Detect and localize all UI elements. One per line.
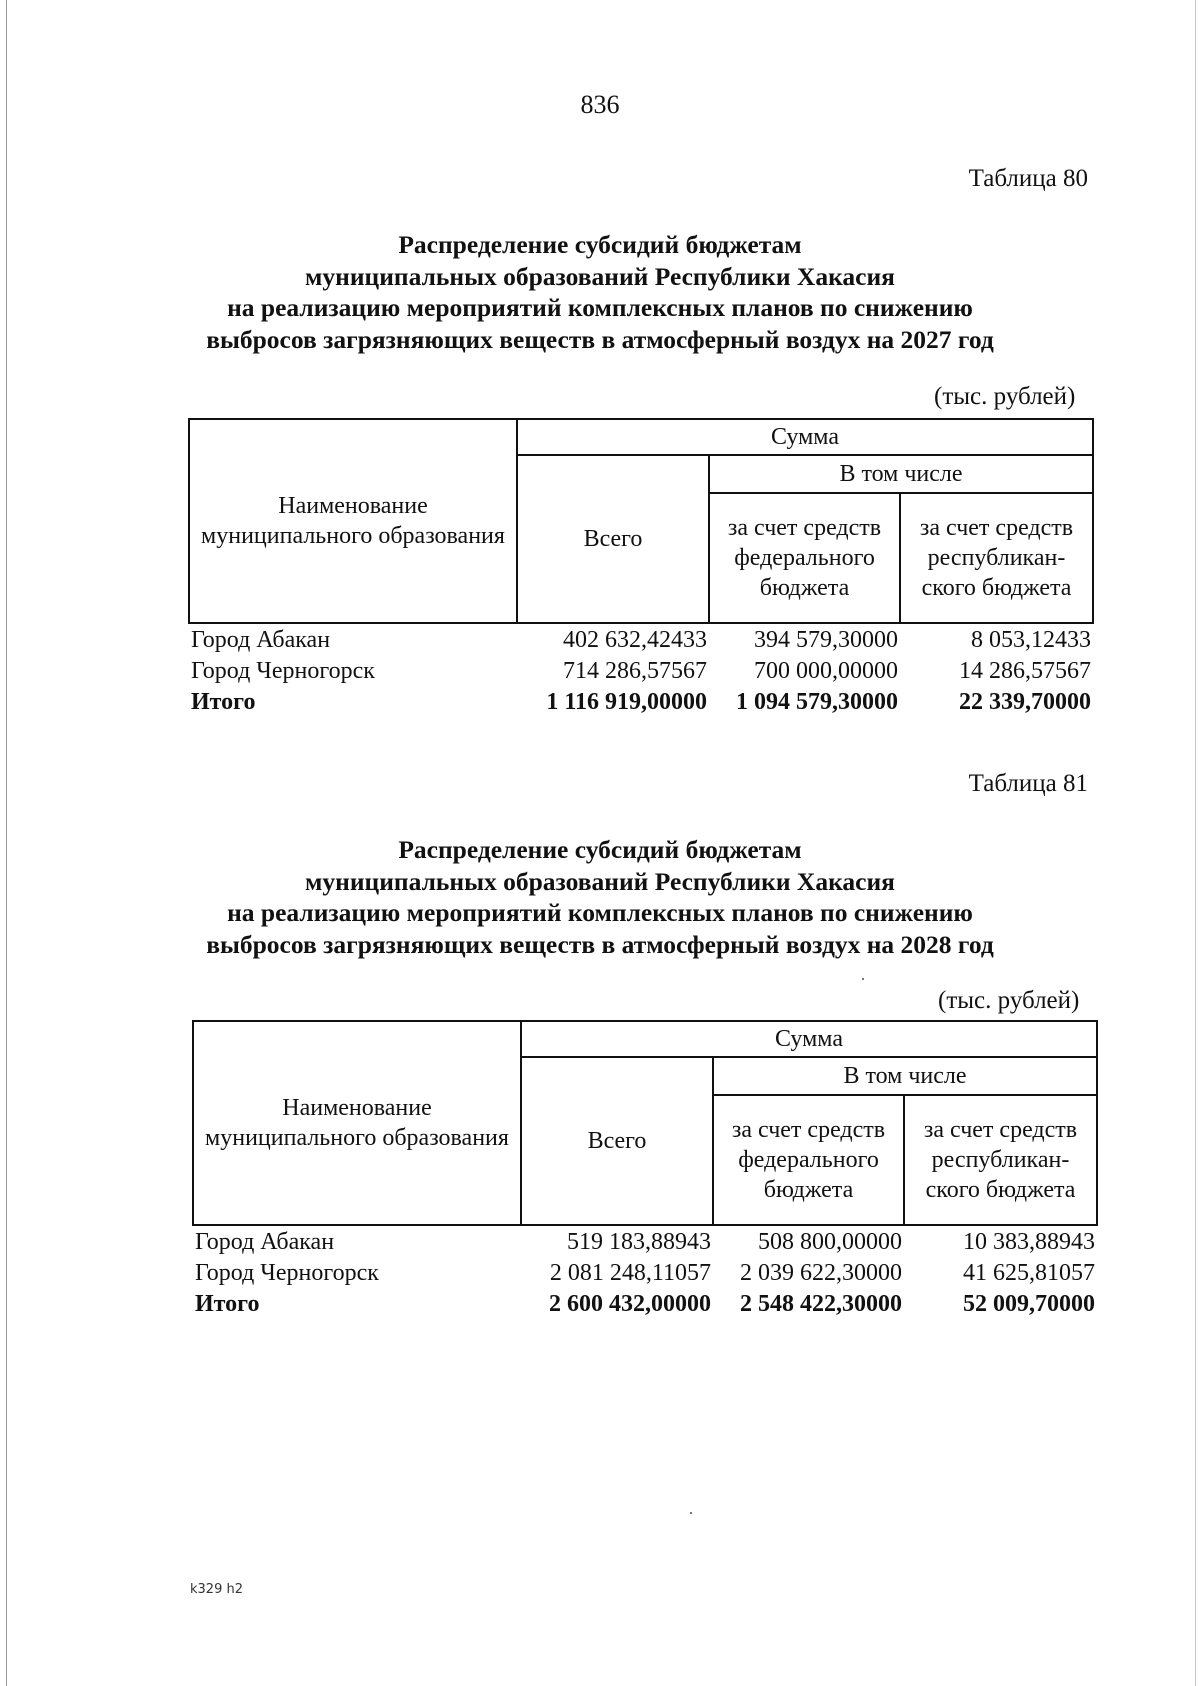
scan-speck <box>690 1512 692 1514</box>
table-row <box>193 1225 1097 1257</box>
table-label: Таблица 80 <box>968 165 1088 192</box>
header-sum: Сумма <box>521 1021 1097 1057</box>
heading-line: Распределение субсидий бюджетам <box>398 835 802 864</box>
row-name: Город Черногорск <box>191 657 375 684</box>
header-sum: Сумма <box>517 419 1093 455</box>
header-name: Наименование муниципального образования <box>193 1021 521 1225</box>
row-republic: 10 383,88943 <box>963 1228 1096 1255</box>
table-label: Таблица 81 <box>968 770 1088 797</box>
page-number: 836 <box>580 90 620 119</box>
heading-line: муниципальных образований Республики Хакасия <box>305 261 895 291</box>
header-federal: за счет средств федерального бюджета <box>713 1095 904 1225</box>
table-heading <box>140 229 1060 355</box>
row-republic: 52 009,70000 <box>963 1290 1096 1317</box>
row-name: Итого <box>195 1290 260 1317</box>
row-republic: 8 053,12433 <box>971 626 1092 653</box>
header-including: В том числе <box>709 455 1093 493</box>
heading-line: выбросов загрязняющих веществ в атмосферный воздух на 2027 год <box>206 324 994 354</box>
row-name: Город Абакан <box>195 1228 335 1255</box>
header-total: Всего <box>517 455 709 623</box>
table-row <box>193 1257 1097 1288</box>
row-total: 2 600 432,00000 <box>549 1290 711 1317</box>
header-name: Наименование муниципального образования <box>189 419 517 623</box>
row-name: Итого <box>191 688 256 715</box>
header-federal: за счет средств федерального бюджета <box>709 493 900 623</box>
table-row-total <box>193 1288 1097 1319</box>
table-row <box>189 623 1093 655</box>
data-table <box>192 1020 1098 1319</box>
unit-label: (тыс. рублей) <box>934 383 1076 410</box>
heading-line: на реализацию мероприятий комплексных планов по снижению <box>227 898 973 927</box>
row-republic: 22 339,70000 <box>959 688 1092 715</box>
table-row-total <box>189 686 1093 717</box>
row-total: 2 081 248,11057 <box>549 1259 711 1286</box>
row-federal: 508 800,00000 <box>758 1228 902 1255</box>
header-republic: за счет средств республикан-ского бюджета <box>900 493 1093 623</box>
row-federal: 394 579,30000 <box>754 626 898 653</box>
row-total: 519 183,88943 <box>567 1228 711 1255</box>
row-total: 1 116 919,00000 <box>546 688 707 715</box>
table-row <box>189 655 1093 686</box>
heading-line: Распределение субсидий бюджетам <box>398 230 802 259</box>
data-table <box>188 418 1094 717</box>
row-total: 714 286,57567 <box>563 657 707 684</box>
row-federal: 700 000,00000 <box>754 657 898 684</box>
header-including: В том числе <box>713 1057 1097 1095</box>
heading-line: выбросов загрязняющих веществ в атмосферный воздух на 2028 год <box>206 929 994 959</box>
scan-edge <box>1195 0 1196 1686</box>
table-heading <box>140 834 1060 960</box>
row-name: Город Черногорск <box>195 1259 379 1286</box>
scan-speck <box>862 978 864 980</box>
scan-edge <box>6 0 7 1686</box>
header-republic: за счет средств республикан-ского бюджета <box>904 1095 1097 1225</box>
row-federal: 2 548 422,30000 <box>740 1290 902 1317</box>
row-total: 402 632,42433 <box>563 626 707 653</box>
row-federal: 2 039 622,30000 <box>740 1259 902 1286</box>
row-republic: 14 286,57567 <box>959 657 1092 684</box>
row-republic: 41 625,81057 <box>963 1259 1096 1286</box>
row-federal: 1 094 579,30000 <box>736 688 898 715</box>
heading-line: на реализацию мероприятий комплексных планов по снижению <box>227 293 973 322</box>
header-total: Всего <box>521 1057 713 1225</box>
heading-line: муниципальных образований Республики Хакасия <box>305 866 895 896</box>
row-name: Город Абакан <box>191 626 331 653</box>
unit-label: (тыс. рублей) <box>938 987 1080 1014</box>
footer-code: k329 h2 <box>190 1582 243 1597</box>
